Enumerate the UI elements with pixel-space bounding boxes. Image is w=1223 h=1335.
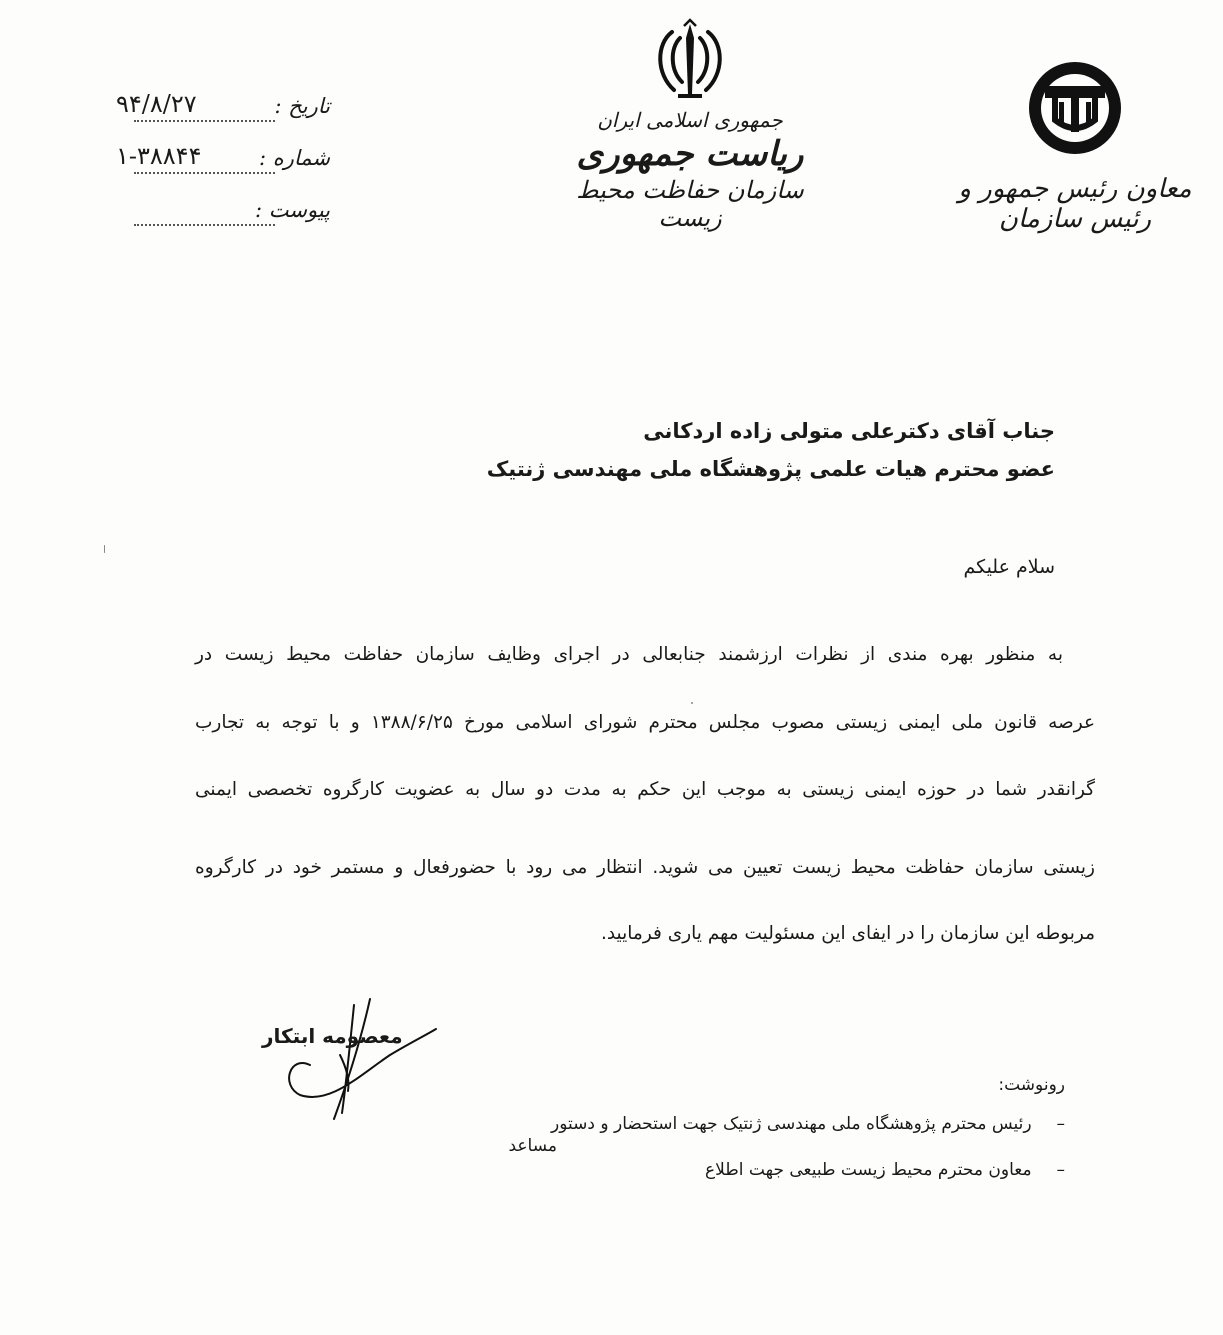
body-line: گرانقدر شما در حوزه ایمنی زیستی به موجب این حکم به مدت دو سال به عضویت کارگروه تخصصی ایمنی <box>195 779 1095 800</box>
environment-org-logo-icon <box>1025 58 1125 158</box>
cc-dash: – <box>1056 1114 1065 1134</box>
cc-text: معاون محترم محیط زیست طبیعی جهت اطلاع <box>704 1160 1032 1180</box>
addressee-block <box>487 412 1055 488</box>
body-line: به منظور بهره مندی از نظرات ارزشمند جنابعالی در اجرای وظایف سازمان حفاظت محیط زیست در <box>195 644 1063 665</box>
body-line: مربوطه این سازمان را در ایفای این مسئولیت مهم یاری فرمایید. <box>600 923 1095 944</box>
cc-continuation: مساعد <box>508 1136 557 1156</box>
number-label: شماره : <box>258 146 330 170</box>
body-line: زیستی سازمان حفاظت محیط زیست تعیین می شوید. انتظار می رود با حضورفعال و مستمر خود در کارگروه <box>195 857 1095 878</box>
vice-president-title: معاون رئیس جمهور و رئیس سازمان <box>958 174 1192 234</box>
addressee-position: عضو محترم هیات علمی پژوهشگاه ملی مهندسی ژنتیک <box>486 457 1055 481</box>
number-dots <box>134 172 275 174</box>
greeting: سلام علیکم <box>963 556 1055 578</box>
date-label: تاریخ : <box>274 94 330 118</box>
handwritten-signature <box>250 995 450 1125</box>
country-name: جمهوری اسلامی ایران <box>597 108 783 132</box>
date-dots <box>134 120 275 122</box>
attachment-dots <box>134 224 275 226</box>
attachment-label: پیوست : <box>255 198 330 222</box>
letter-meta <box>110 88 350 244</box>
letterhead-right <box>930 58 1220 234</box>
number-value: ۱-۳۸۸۴۴ <box>116 142 202 170</box>
date-value: ۹۴/۸/۲۷ <box>116 90 197 118</box>
date-row <box>110 88 350 140</box>
letterhead-center <box>570 18 810 232</box>
signatory-name: معصومه ابتکار <box>262 1024 403 1048</box>
cc-dash: – <box>1056 1160 1065 1180</box>
attachment-row <box>110 192 350 244</box>
national-emblem-icon <box>650 18 730 104</box>
cc-text: رئیس محترم پژوهشگاه ملی مهندسی ژنتیک جهت استحضار و دستور <box>551 1114 1032 1134</box>
addressee-name: جناب آقای دکترعلی متولی زاده اردکانی <box>643 419 1055 443</box>
scan-speck <box>104 545 105 553</box>
presidency-title: ریاست جمهوری <box>576 134 804 174</box>
body-line: عرصه قانون ملی ایمنی زیستی مصوب مجلس محترم شورای اسلامی مورخ ۱۳۸۸/۶/۲۵ و با توجه به تجارب <box>195 712 1096 733</box>
number-row <box>110 140 350 192</box>
cc-item <box>465 1160 1065 1180</box>
cc-title: رونوشت: <box>998 1075 1065 1095</box>
scan-speck <box>691 702 693 704</box>
cc-item <box>465 1114 1065 1134</box>
organization-name: سازمان حفاظت محیط زیست <box>576 176 804 232</box>
